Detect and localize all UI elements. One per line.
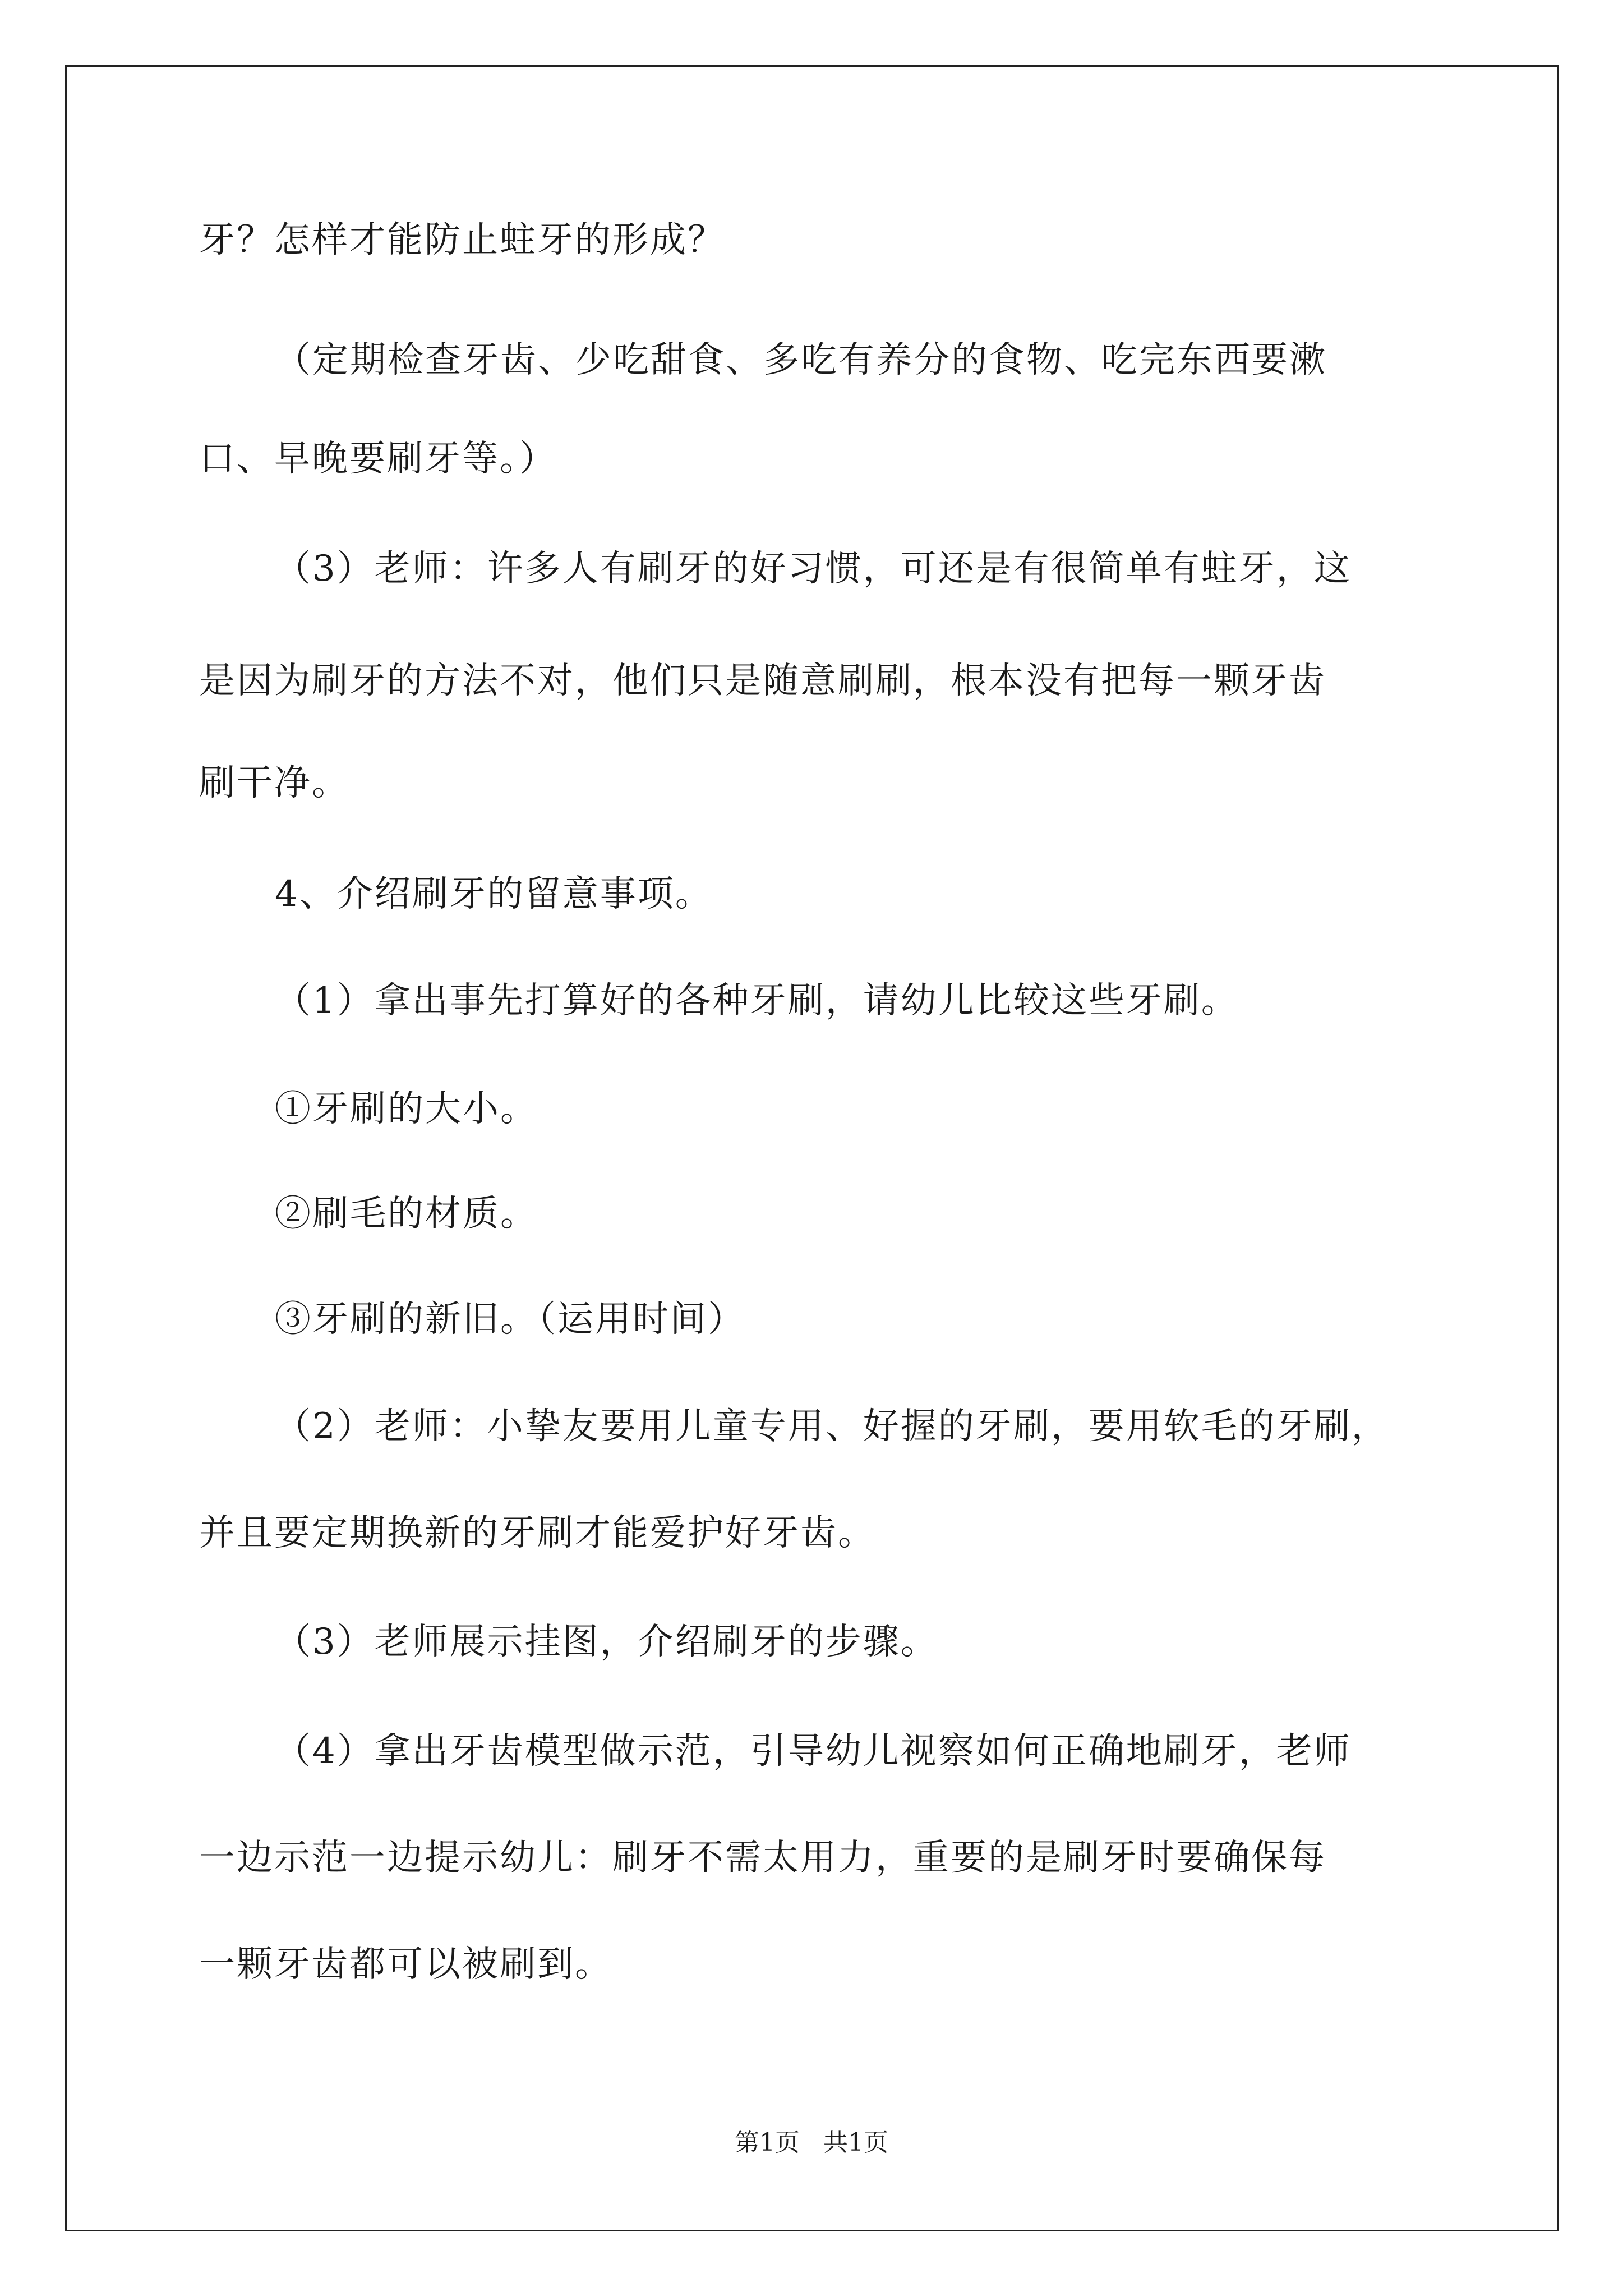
text-line: 口、早晚要刷牙等。） xyxy=(199,438,557,480)
text-line: 一颗牙齿都可以被刷到。 xyxy=(199,1944,612,1985)
text-line: （1）拿出事先打算好的各种牙刷，请幼儿比较这些牙刷。 xyxy=(275,980,1239,1022)
text-line: ①牙刷的大小。 xyxy=(275,1088,538,1130)
text-line: （3）老师展示挂图，介绍刷牙的步骤。 xyxy=(275,1621,938,1663)
text-line: 是因为刷牙的方法不对，他们只是随意刷刷，根本没有把每一颗牙齿 xyxy=(199,660,1326,702)
text-line: ②刷毛的材质。 xyxy=(275,1193,538,1235)
text-line: ③牙刷的新旧。（运用时间） xyxy=(275,1299,745,1340)
text-line: （2）老师：小挚友要用儿童专用、好握的牙刷，要用软毛的牙刷， xyxy=(275,1406,1389,1447)
text-line: （4）拿出牙齿模型做示范，引导幼儿视察如何正确地刷牙，老师 xyxy=(275,1731,1352,1772)
text-line: 4、介绍刷牙的留意事项。 xyxy=(275,873,713,915)
page-border xyxy=(65,65,1559,2231)
text-line: （3）老师：许多人有刷牙的好习惯，可还是有很简单有蛀牙，这 xyxy=(275,548,1352,590)
page-footer: 第1页 共1页 xyxy=(735,2128,888,2157)
text-line: 并且要定期换新的牙刷才能爱护好牙齿。 xyxy=(199,1512,875,1554)
text-line: 牙？怎样才能防止蛀牙的形成？ xyxy=(199,219,725,261)
text-line: 刷干净。 xyxy=(199,762,349,804)
text-line: 一边示范一边提示幼儿：刷牙不需太用力，重要的是刷牙时要确保每 xyxy=(199,1837,1326,1879)
text-line: （定期检查牙齿、少吃甜食、多吃有养分的食物、吃完东西要漱 xyxy=(275,339,1327,381)
